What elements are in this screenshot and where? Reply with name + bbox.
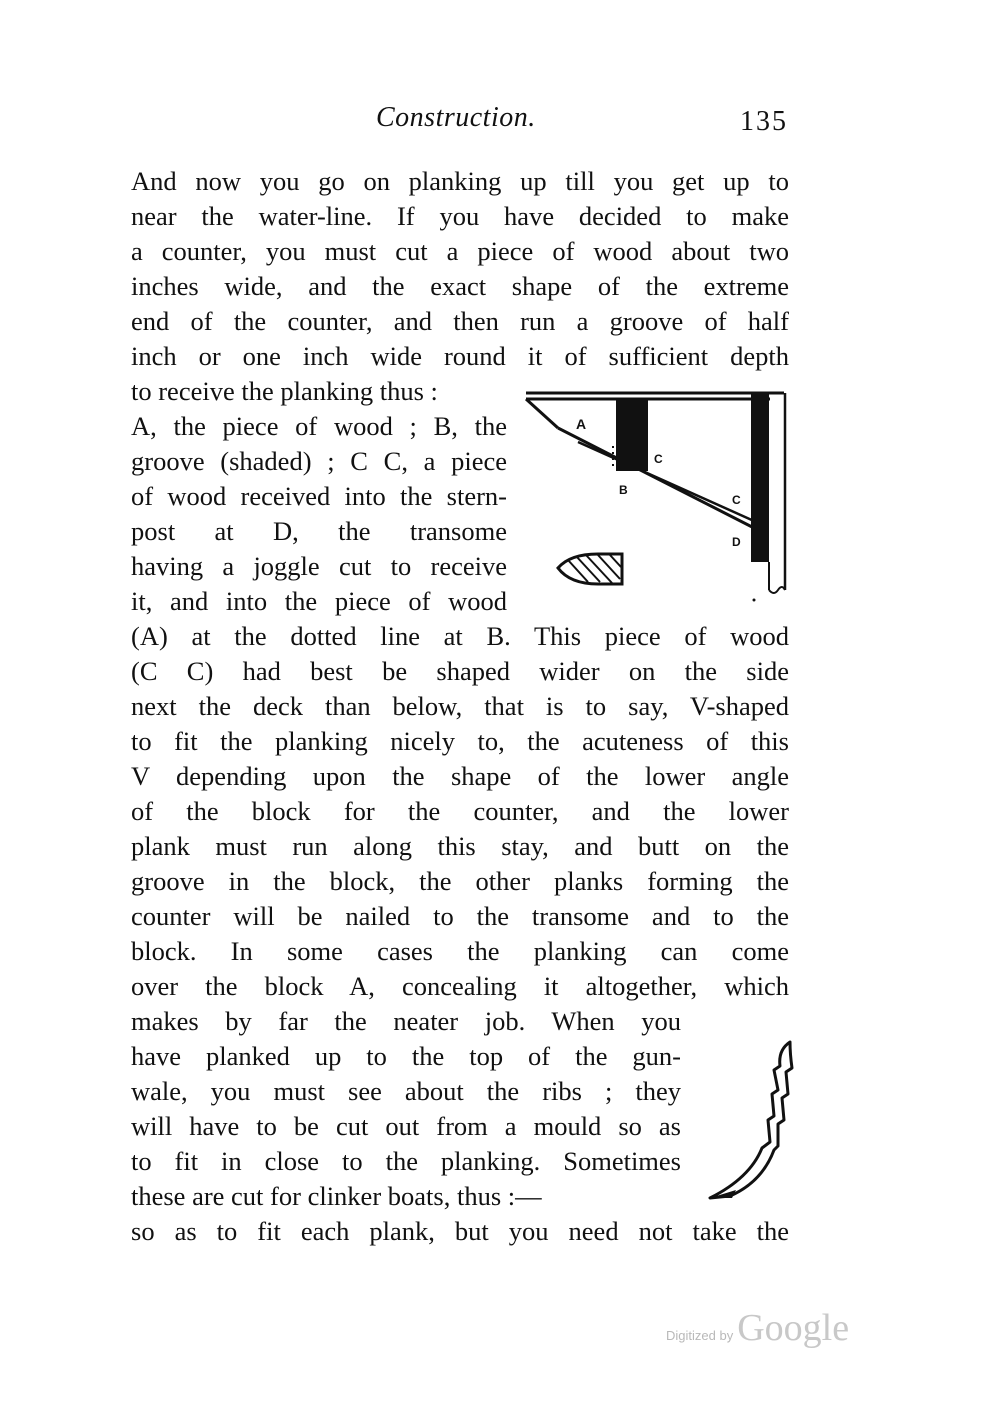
sternpost (751, 394, 769, 562)
text-line: to fit the planking nicely to, the acuteness of this (131, 726, 789, 756)
text-line: post at D, the transome (131, 516, 507, 546)
text-line: having a joggle cut to receive (131, 551, 507, 581)
groove-shading (616, 399, 648, 471)
text-line: wale, you must see about the ribs ; they (131, 1076, 681, 1106)
text-line: groove in the block, the other planks forming the (131, 866, 789, 896)
text-line: inches wide, and the exact shape of the extreme (131, 271, 789, 301)
digitized-by-text: Digitized by (666, 1328, 734, 1343)
text-line: next the deck than below, that is to say, V-shaped (131, 691, 789, 721)
text-line: will have to be cut out from a mould so as (131, 1111, 681, 1141)
text-line: over the block A, concealing it altogether, which (131, 971, 789, 1001)
text-line: counter will be nailed to the transome and to the (131, 901, 789, 931)
label-c-lower: C (732, 493, 741, 507)
text-line: it, and into the piece of wood (131, 586, 507, 616)
text-line: (A) at the dotted line at B. This piece of wood (131, 621, 789, 651)
digitized-watermark (666, 1306, 849, 1350)
text-line: (C C) had best be shaped wider on the side (131, 656, 789, 686)
text-line: so as to fit each plank, but you need not take the (131, 1216, 789, 1246)
text-line: inch or one inch wide round it of sufficient depth (131, 341, 789, 371)
text-line: these are cut for clinker boats, thus :— (131, 1181, 542, 1211)
running-title: Construction. (376, 102, 536, 133)
text-line: of wood received into the stern- (131, 481, 507, 511)
text-line: end of the counter, and then run a groove of half (131, 306, 789, 336)
text-line: V depending upon the shape of the lower angle (131, 761, 789, 791)
text-line: groove (shaded) ; C C, a piece (131, 446, 507, 476)
text-line: block. In some cases the planking can come (131, 936, 789, 966)
text-line: have planked up to the top of the gun- (131, 1041, 681, 1071)
label-c-upper: C (654, 452, 663, 466)
text-line: makes by far the neater job. When you (131, 1006, 681, 1036)
text-line: near the water-line. If you have decided to make (131, 201, 789, 231)
text-line: to receive the planking thus : (131, 376, 438, 406)
page-number: 135 (740, 106, 788, 137)
joggle-section (558, 554, 622, 584)
label-d: D (732, 535, 741, 549)
text-line: And now you go on planking up till you get up to (131, 166, 789, 196)
text-line: plank must run along this stay, and butt on the (131, 831, 789, 861)
google-logo-text: Google (737, 1307, 850, 1349)
text-line: of the block for the counter, and the lower (131, 796, 789, 826)
counter-block-figure (518, 384, 798, 604)
clinker-rib-figure (700, 1032, 810, 1210)
label-a: A (576, 416, 587, 432)
text-line: to fit in close to the planking. Sometimes (131, 1146, 681, 1176)
label-b: B (619, 483, 628, 497)
text-line: A, the piece of wood ; B, the (131, 411, 507, 441)
text-line: a counter, you must cut a piece of wood about two (131, 236, 789, 266)
